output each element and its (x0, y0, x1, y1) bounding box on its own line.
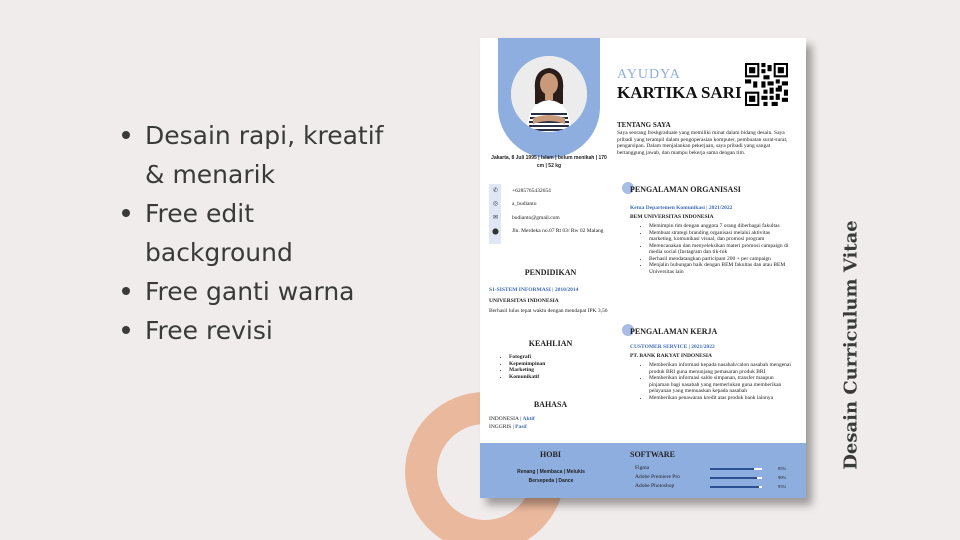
education-title: PENDIDIKAN (524, 268, 577, 277)
software-percent: 90% (778, 475, 787, 480)
software-percent: 85% (778, 466, 787, 471)
cv-page (480, 38, 806, 498)
language-title: BAHASA (533, 400, 568, 409)
education-program: S1-SISTEM INFORMASI | 2010/2014 (489, 287, 579, 293)
org-points (642, 223, 792, 275)
feature-list (120, 116, 390, 350)
skill-bar (710, 477, 762, 479)
first-name: AYUDYA (617, 67, 681, 82)
language-row: INDONESIA | Aktif (489, 416, 535, 422)
about-text: Saya seorang freshgraduate yang memiliki minat dalam bidang desain. Saya pribadi yang terampil dalam pengoperasian komputer, pembuatan surat-surat, pengarsipan. Dalam menjalankan pekerjaan, saya pribadi yang sangat bertanggung jawab, dan mampu bekerja sama dengan tim. (617, 130, 788, 156)
work-role: CUSTOMER SERVICE | 2021/2022 (630, 344, 715, 350)
contact-email: budianto@gmail.com (512, 215, 560, 221)
org-title: PENGALAMAN ORGANISASI (630, 185, 741, 194)
skills-list (502, 354, 545, 380)
cv-footer (480, 443, 806, 498)
software-percent: 95% (778, 484, 787, 489)
software-title: SOFTWARE (630, 450, 675, 459)
profile-photo (511, 56, 587, 132)
location-pin-icon: ⬤ (492, 229, 499, 235)
list-item: • Membuat strategi branding organisasi melalui aktivitas marketing, komunikasi visual, dan promosi program (649, 230, 792, 243)
skill-bar-fill (710, 486, 759, 488)
language-row: INGGRIS | Pasif (489, 424, 527, 430)
education-note: Berhasil lulus tepat waktu dengan mendapat IPK 3,56 (489, 308, 608, 314)
list-item: • Memberikan informasi saldo simpanan, transfer maupun pinjaman bagi nasabah yang memerlukan guna memberikan pelayanan yang memuaskan kepada nasabah (649, 375, 792, 395)
work-points (642, 362, 792, 401)
org-role: Ketua Departemen Komunikasi | 2021/2022 (630, 205, 733, 211)
feature-item: Free revisi (120, 311, 390, 350)
contact-address: Jln. Merdeka no.07 Rt 03/ Rw 02 Malang (512, 228, 604, 234)
side-title: Desain Curriculum Vitae (840, 220, 862, 470)
list-item: • Memberikan penawaran kredit atas produk bank lainnya (649, 395, 792, 402)
list-item: • Memberikan informasi kepada nasabah/calon nasabah mengenai produk BRI guna menunjang pemasaran produk BRI (649, 362, 792, 375)
work-place: PT. BANK RAKYAT INDONESIA (630, 353, 713, 359)
software-name: Adobe Photoshop (635, 483, 675, 489)
hobby-title: HOBI (540, 450, 561, 459)
skill-bar-fill (710, 477, 757, 479)
skill-item: • Komunikatif (509, 374, 545, 381)
skill-item: • Marketing (509, 367, 545, 374)
email-icon: ✉ (492, 215, 499, 221)
list-item: • Memimpin tim dengan anggota 7 orang diberbagai fakultas (649, 223, 792, 230)
instagram-icon: ◎ (492, 201, 499, 207)
contact-phone: +6285765432654 (512, 188, 551, 194)
work-title: PENGALAMAN KERJA (630, 327, 718, 336)
feature-item: Free edit background (120, 194, 390, 272)
birth-info: Jakarta, 8 Juli 1995 | Islam | belum menikah | 170 cm | 52 kg (491, 155, 607, 169)
skill-item: • Fotografi (509, 354, 545, 361)
qr-code-icon (745, 63, 788, 106)
about-title: TENTANG SAYA (617, 121, 671, 129)
org-place: BEM UNIVERSITAS INDONESIA (630, 214, 714, 220)
software-name: Adobe Premiere Pro (635, 474, 680, 480)
feature-item: Free ganti warna (120, 272, 390, 311)
skill-bar (710, 468, 762, 470)
software-name: Figma (635, 465, 650, 471)
skill-bar (710, 486, 762, 488)
list-item: • Berhasil mendatangkan participant 200 + per campaign (649, 256, 792, 263)
contact-instagram: a_budianto (512, 201, 537, 207)
feature-item: Desain rapi, kreatif & menarik (120, 116, 390, 194)
education-school: UNIVERSITAS INDONESIA (489, 298, 559, 304)
skill-bar-fill (710, 468, 754, 470)
hobby-text: Renang | Membaca | Melukis Bersepeda | Dance (517, 469, 585, 484)
list-item: • Menjalin hubungan baik dengan BEM fakultas dan atau BEM Universitas lain (649, 262, 792, 275)
skill-item: • Kepemimpinan (509, 361, 545, 368)
last-name: KARTIKA SARI (617, 83, 742, 102)
whatsapp-icon: ✆ (492, 188, 499, 194)
skills-title: KEAHLIAN (528, 339, 573, 348)
list-item: • Merencanakan dan menyeleksikan materi promosi campaign di media social (Instagram dan tik-tok (649, 243, 792, 256)
